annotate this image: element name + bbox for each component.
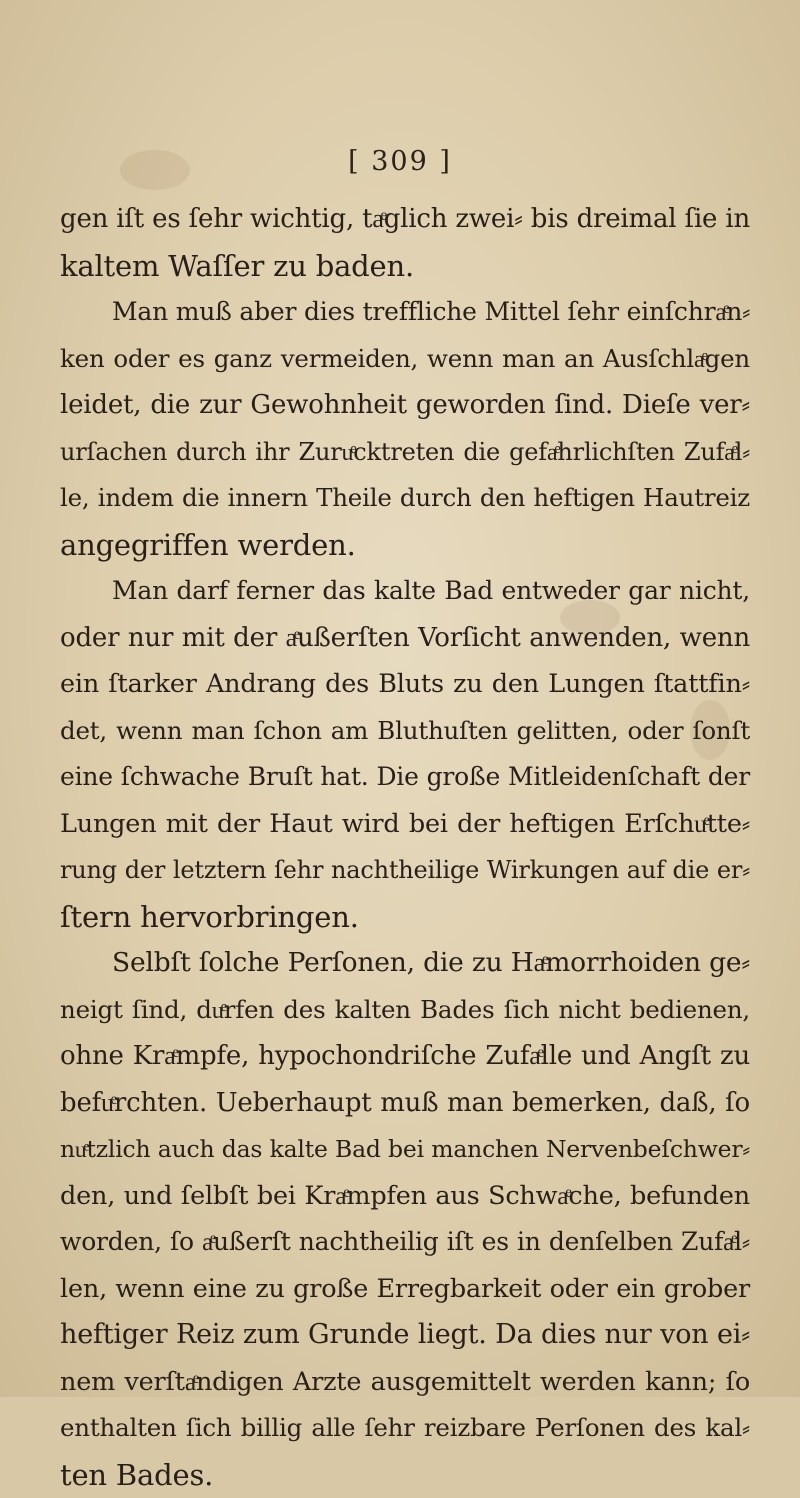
text-line: neigt ſind, duͤrfen des kalten Bades ſich nicht bedienen, [60,987,750,1034]
text-line: befuͤrchten. Ueberhaupt muß man bemerken, daß, ſo [60,1080,750,1127]
text-line: gen iſt es ſehr wichtig, taͤglich zwei⸗ bis dreimal ſie in [60,196,750,243]
text-line: Lungen mit der Haut wird bei der heftigen Erſchuͤtte⸗ [60,801,750,848]
text-line: Selbſt ſolche Perſonen, die zu Haͤmorrhoiden ge⸗ [60,940,750,987]
text-line: heftiger Reiz zum Grunde liegt. Da dies nur von ei⸗ [60,1312,750,1359]
text-line: det, wenn man ſchon am Bluthuſten gelitten, oder ſonſt [60,708,750,755]
text-line: ken oder es ganz vermeiden, wenn man an Ausſchlaͤgen [60,336,750,383]
text-line: eine ſchwache Bruſt hat. Die große Mitleidenſchaft der [60,754,750,801]
text-line: rung der letztern ſehr nachtheilige Wirkungen auf die er⸗ [60,847,750,894]
body-text [60,196,750,1498]
text-line: ſtern hervorbringen. [60,894,750,941]
text-line: Man muß aber dies treffliche Mittel ſehr einſchraͤn⸗ [60,289,750,336]
text-line: ten Bades. [60,1452,750,1498]
text-line: worden, ſo aͤußerſt nachtheilig iſt es in denſelben Zufaͤl⸗ [60,1219,750,1266]
text-line: le, indem die innern Theile durch den heftigen Hautreiz [60,475,750,522]
text-line: nuͤtzlich auch das kalte Bad bei manchen Nervenbeſchwer⸗ [60,1126,750,1173]
text-line: leidet, die zur Gewohnheit geworden ſind. Dieſe ver⸗ [60,382,750,429]
text-line: kaltem Waſſer zu baden. [60,243,750,290]
text-line: ein ſtarker Andrang des Bluts zu den Lungen ſtattfin⸗ [60,661,750,708]
text-line: len, wenn eine zu große Erregbarkeit oder ein grober [60,1266,750,1313]
text-line: angegriffen werden. [60,522,750,569]
text-line: nem verſtaͤndigen Arzte ausgemittelt werden kann; ſo [60,1359,750,1406]
text-line: oder nur mit der aͤußerſten Vorſicht anwenden, wenn [60,615,750,662]
text-line: urſachen durch ihr Zuruͤcktreten die gefaͤhrlichſten Zufaͤl⸗ [60,429,750,476]
text-line: enthalten ſich billig alle ſehr reizbare Perſonen des kal⸗ [60,1405,750,1452]
text-line: den, und ſelbſt bei Kraͤmpfen aus Schwaͤche, befunden [60,1173,750,1220]
text-line: Man darf ferner das kalte Bad entweder gar nicht, [60,568,750,615]
page-number: [ 309 ] [0,146,800,177]
text-line: ohne Kraͤmpfe, hypochondriſche Zufaͤlle und Angſt zu [60,1033,750,1080]
